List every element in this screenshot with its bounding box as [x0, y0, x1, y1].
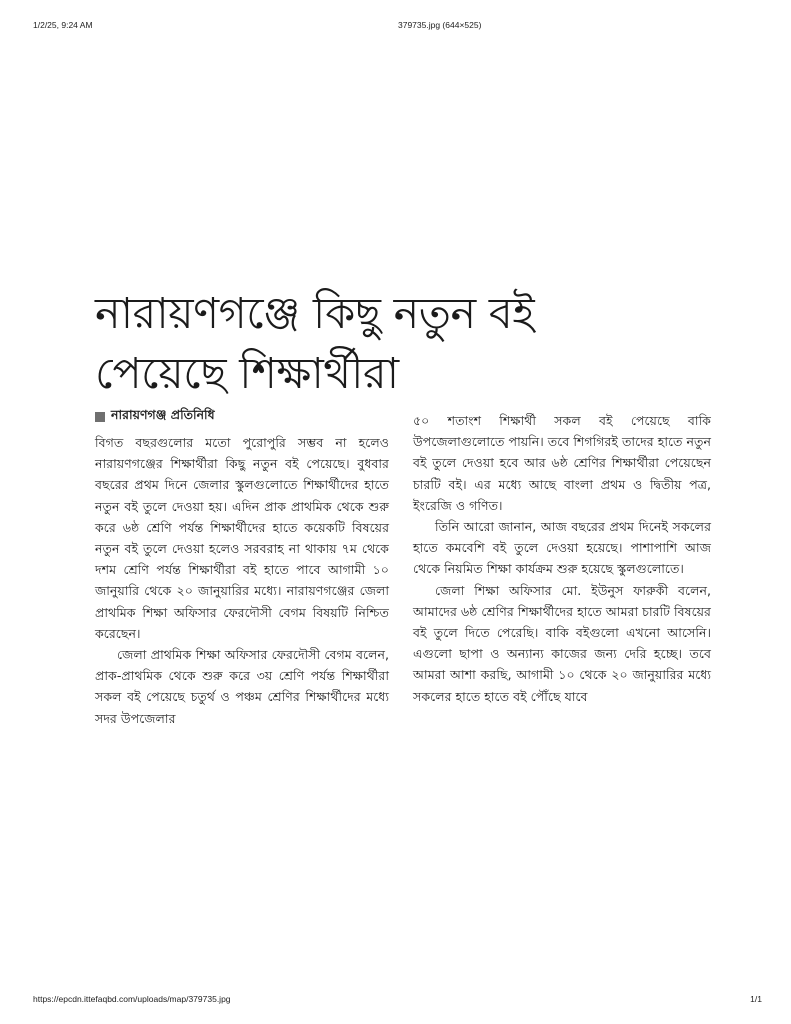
byline-text: নারায়ণগঞ্জ প্রতিনিধি [111, 407, 215, 422]
article-column-right [413, 410, 711, 707]
paragraph: বিগত বছরগুলোর মতো পুরোপুরি সম্ভব না হলেও নারায়ণগঞ্জের শিক্ষার্থীরা কিছু নতুন বই পেয়েছে। বুধবার বছরের প্রথম দিনে জেলার স্কুলগুলোতে শিক্ষার্থীদের হাতে নতুন বই তুলে দেওয়া হয়। এদিন প্রাক প্রাথমিক থেকে শুরু করে ৬ষ্ঠ শ্রেণি পর্যন্ত শিক্ষার্থীদের হাতে কয়েকটি বিষয়ের নতুন বই তুলে দেওয়া হলেও সরবরাহ না থাকায় ৭ম থেকে দশম শ্রেণি পর্যন্ত শিক্ষার্থীরা বই হাতে পাবে আগামী ১০ জানুয়ারি থেকে ২০ জানুয়ারির মধ্যে। নারায়ণগঞ্জের জেলা প্রাথমিক শিক্ষা অফিসার ফেরদৌসী বেগম বিষয়টি নিশ্চিত করেছেন। [95, 435, 389, 641]
article-column-left [95, 432, 389, 729]
print-url: https://epcdn.ittefaqbd.com/uploads/map/379735.jpg [33, 994, 231, 1004]
paragraph: জেলা প্রাথমিক শিক্ষা অফিসার ফেরদৌসী বেগম বলেন, প্রাক-প্রাথমিক থেকে শুরু করে ৩য় শ্রেণি পর্যন্ত শিক্ষার্থীরা সকল বই পেয়েছে চতুর্থ ও পঞ্চম শ্রেণির শিক্ষার্থীদের মধ্যে সদর উপজেলার [95, 647, 389, 726]
paragraph: তিনি আরো জানান, আজ বছরের প্রথম দিনেই সকলের হাতে কমবেশি বই তুলে দেওয়া হয়েছে। পাশাপাশি আজ থেকে নিয়মিত শিক্ষা কার্যক্রম শুরু হয়েছে স্কুলগুলোতে। [413, 519, 711, 577]
print-filename: 379735.jpg (644×525) [398, 20, 482, 30]
article-headline [95, 284, 715, 404]
paragraph: ৫০ শতাংশ শিক্ষার্থী সকল বই পেয়েছে বাকি উপজেলাগুলোতে পায়নি। তবে শিগগিরই তাদের হাতে নতুন বই তুলে দেওয়া হবে আর ৬ষ্ঠ শ্রেণির শিক্ষার্থীরা পেয়েছেন চারটি বই। এর মধ্যে আছে বাংলা প্রথম ও দ্বিতীয় পত্র, ইংরেজি ও গণিত। [413, 413, 711, 513]
headline-line-1: নারায়ণগঞ্জে কিছু নতুন বই [95, 289, 535, 339]
paragraph: জেলা শিক্ষা অফিসার মো. ইউনুস ফারুকী বলেন, আমাদের ৬ষ্ঠ শ্রেণির শিক্ষার্থীদের হাতে আমরা চারটি বিষয়ের বই তুলে দিতে পেরেছি। বাকি বইগুলো এখনো আসেনি। এগুলো ছাপা ও অন্যান্য কাজের জন্য দেরি হচ্ছে। তবে আমরা আশা করছি, আগামী ১০ থেকে ২০ জানুয়ারির মধ্যে সকলের হাতে হাতে বই পৌঁছে যাবে [413, 582, 711, 704]
byline [95, 407, 215, 427]
byline-square-icon [95, 412, 105, 422]
print-datetime: 1/2/25, 9:24 AM [33, 20, 93, 30]
print-page-count: 1/1 [750, 994, 762, 1004]
headline-line-2: পেয়েছে শিক্ষার্থীরা [95, 349, 399, 399]
